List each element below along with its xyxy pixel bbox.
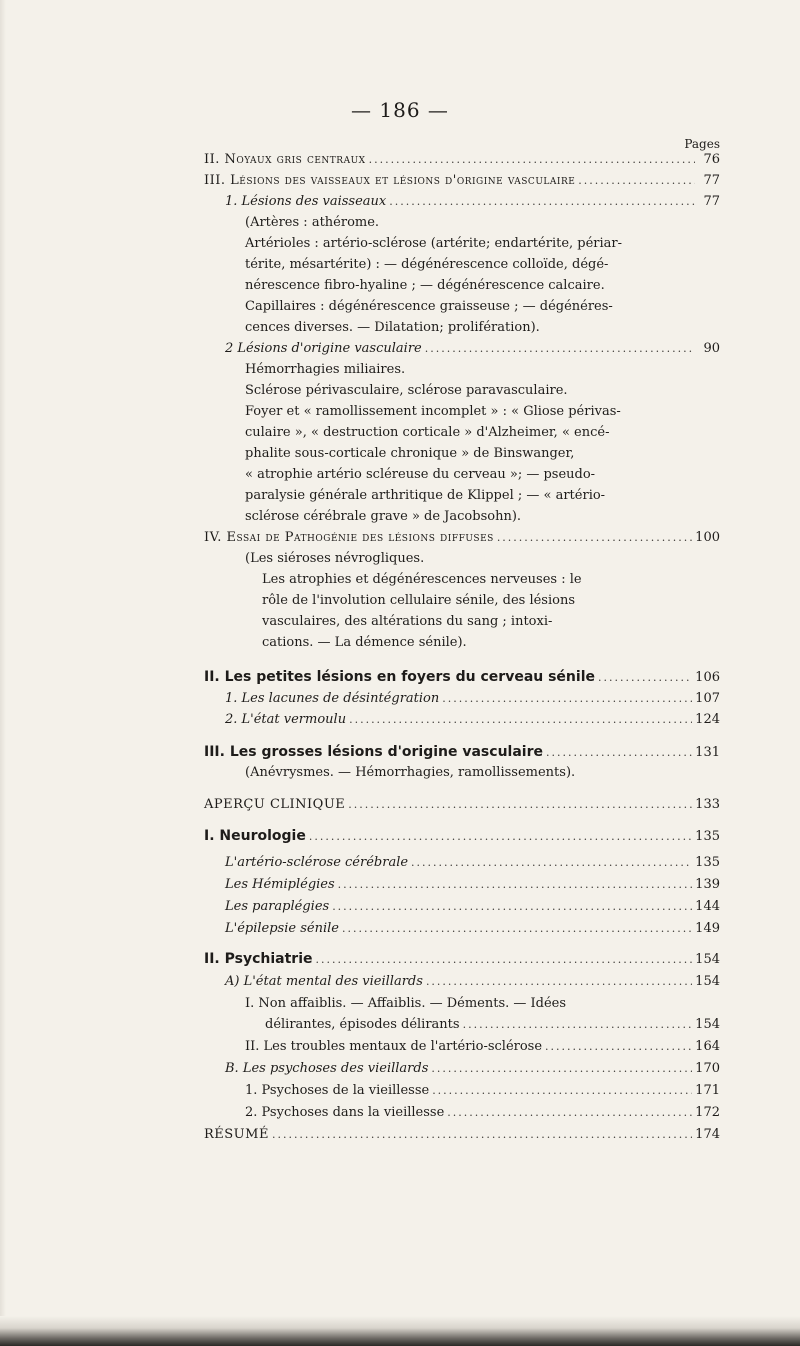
toc-description-line: nérescence fibro-hyaline ; — dégénérescence calcaire. [245, 278, 605, 293]
toc-entry-title: Les Hémiplégies [225, 877, 335, 892]
leader-dots [463, 1016, 693, 1034]
toc-entry [245, 1104, 720, 1122]
toc-entry-title: A) L'état mental des vieillards [225, 974, 423, 989]
pages-column-label: Pages [684, 137, 720, 151]
toc-entry-title: I. Neurologie [204, 828, 306, 844]
toc-entry-title: IV. Essai de Pathogénie des lésions diffuses [204, 530, 494, 545]
leader-dots [369, 151, 695, 169]
toc-description-line: (Les siéroses névrogliques. [245, 551, 425, 566]
toc-entry-title: Les paraplégies [225, 899, 330, 914]
toc-entry-page: 170 [695, 1061, 720, 1076]
toc-entry-title: II. Psychiatrie [204, 951, 313, 967]
toc-entry-page: 100 [695, 530, 720, 545]
toc-entry [204, 743, 720, 762]
leader-dots [332, 898, 692, 916]
toc-entry-page: 154 [695, 952, 720, 967]
toc-entry [204, 1126, 720, 1144]
toc-description-line: Sclérose périvasculaire, sclérose paravasculaire. [245, 383, 568, 398]
toc-entry-title: APERÇU CLINIQUE [204, 797, 346, 812]
toc-entry-page: 154 [695, 1017, 720, 1032]
toc-entry [204, 668, 720, 687]
toc-entry-page: 139 [695, 877, 720, 892]
toc-entry-title: II. Les petites lésions en foyers du cerveau sénile [204, 669, 595, 685]
leader-dots [411, 854, 692, 872]
toc-entry-page: 171 [695, 1083, 720, 1098]
toc-entry-title: délirantes, épisodes délirants [265, 1017, 460, 1032]
toc-entry [245, 1082, 720, 1100]
toc-description-line: (Anévrysmes. — Hémorrhagies, ramollissements). [245, 765, 576, 780]
toc-entry-page: 77 [703, 173, 720, 188]
leader-dots [432, 1082, 692, 1100]
leader-dots [545, 1038, 692, 1056]
toc-entry-title: RÉSUMÉ [204, 1127, 269, 1142]
toc-entry [265, 1016, 720, 1034]
toc-entry-title: L'artério-sclérose cérébrale [225, 855, 409, 870]
toc-entry-page: 77 [703, 194, 720, 209]
toc-entry [225, 973, 720, 991]
page-number: — 186 — [351, 98, 449, 122]
toc-description-line: phalite sous-corticale chronique » de Binswanger, [245, 446, 575, 461]
toc-entry [225, 340, 720, 358]
toc-description-line: culaire », « destruction corticale » d'Alzheimer, « encé- [245, 425, 610, 440]
toc-entry-page: 133 [695, 797, 720, 812]
toc-entry [225, 854, 720, 872]
leader-dots [272, 1126, 692, 1144]
toc-entry-page: 107 [695, 691, 720, 706]
toc-description-line: Capillaires : dégénérescence graisseuse ; — dégénéres- [245, 299, 613, 314]
toc-entry [204, 172, 720, 190]
toc-entry [204, 151, 720, 169]
toc-description-line: Artérioles : artério-sclérose (artérite; endartérite, périar- [245, 236, 623, 251]
toc-entry-page: 76 [703, 152, 720, 167]
toc-entry-page: 124 [695, 712, 720, 727]
leader-dots [442, 690, 692, 708]
leader-dots [578, 172, 695, 190]
toc-entry-page: 131 [695, 745, 720, 760]
toc-entry-page: 154 [695, 974, 720, 989]
toc-entry [225, 920, 720, 938]
toc-description-line: paralysie générale arthritique de Klippel ; — « artério- [245, 488, 606, 503]
toc-entry-page: 106 [695, 670, 720, 685]
toc-entry [225, 690, 720, 708]
toc-description-line: cences diverses. — Dilatation; prolifération). [245, 320, 540, 335]
toc-description-line: Hémorrhagies miliaires. [245, 362, 406, 377]
toc-entry-title: 2 Lésions d'origine vasculaire [225, 341, 422, 356]
toc-entry-page: 135 [695, 829, 720, 844]
toc-entry [245, 1038, 720, 1056]
leader-dots [497, 529, 692, 547]
toc-entry-page: 135 [695, 855, 720, 870]
page-edge-shadow [0, 0, 6, 1346]
scan-bottom-edge [0, 1316, 800, 1346]
leader-dots [349, 711, 692, 729]
toc-entry [225, 193, 720, 211]
toc-entry-page: 149 [695, 921, 720, 936]
toc-entry-page: 144 [695, 899, 720, 914]
toc-entry [225, 1060, 720, 1078]
toc-entry-page: 164 [695, 1039, 720, 1054]
leader-dots [309, 828, 692, 846]
toc-entry-page: 174 [695, 1127, 720, 1142]
leader-dots [546, 744, 692, 762]
toc-entry [204, 950, 720, 969]
toc-entry-page: 90 [703, 341, 720, 356]
leader-dots [447, 1104, 692, 1122]
toc-entry-title: 1. Lésions des vaisseaux [225, 194, 387, 209]
leader-dots [425, 340, 695, 358]
toc-entry-page: 172 [695, 1105, 720, 1120]
toc-entry-title: 1. Psychoses de la vieillesse [245, 1083, 430, 1098]
leader-dots [598, 669, 692, 687]
leader-dots [338, 876, 693, 894]
toc-entry-title: III. Lésions des vaisseaux et lésions d'origine vasculaire [204, 173, 576, 188]
leader-dots [342, 920, 692, 938]
toc-entry [225, 876, 720, 894]
toc-description-line: térite, mésartérite) : — dégénérescence colloïde, dégé- [245, 257, 609, 272]
toc-entry-title: 1. Les lacunes de désintégration [225, 691, 440, 706]
toc-description-line: sclérose cérébrale grave » de Jacobsohn). [245, 509, 522, 524]
toc-entry [225, 898, 720, 916]
leader-dots [431, 1060, 692, 1078]
leader-dots [348, 796, 692, 814]
toc-entry-title: II. Noyaux gris centraux [204, 152, 366, 167]
toc-description-line: vasculaires, des altérations du sang ; intoxi- [262, 614, 553, 629]
toc-entry-title: 2. L'état vermoulu [225, 712, 347, 727]
toc-entry-title: II. Les troubles mentaux de l'artério-sclérose [245, 1039, 543, 1054]
toc-entry [204, 529, 720, 547]
toc-description-line: (Artères : athérome. [245, 215, 380, 230]
toc-description-line: rôle de l'involution cellulaire sénile, des lésions [262, 593, 575, 608]
toc-entry-title: III. Les grosses lésions d'origine vasculaire [204, 744, 543, 760]
leader-dots [389, 193, 695, 211]
toc-description-line: Les atrophies et dégénérescences nerveuses : le [262, 572, 582, 587]
toc-entry-title: L'épilepsie sénile [225, 921, 339, 936]
toc-entry-title: B. Les psychoses des vieillards [225, 1061, 429, 1076]
leader-dots [316, 951, 693, 969]
toc-entry [204, 796, 720, 814]
toc-description-line: « atrophie artério scléreuse du cerveau »; — pseudo- [245, 467, 596, 482]
toc-description-line: cations. — La démence sénile). [262, 635, 467, 650]
leader-dots [426, 973, 692, 991]
toc-description-line: Foyer et « ramollissement incomplet » : « Gliose périvas- [245, 404, 621, 419]
toc-entry-title: 2. Psychoses dans la vieillesse [245, 1105, 445, 1120]
toc-entry [225, 711, 720, 729]
toc-entry [204, 827, 720, 846]
toc-description-line: I. Non affaiblis. — Affaiblis. — Déments. — Idées [245, 996, 567, 1011]
